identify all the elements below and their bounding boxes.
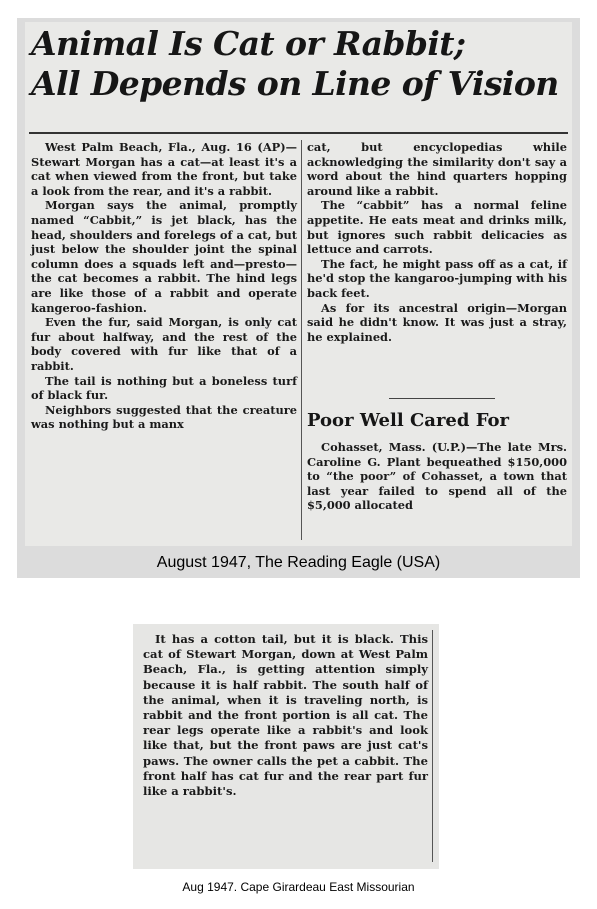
reading-eagle-clipping <box>17 18 580 578</box>
paragraph: cat, but encyclopedias while acknowledging the similarity don't say a word about the hind quarters hopping around like a rabbit. <box>307 140 567 198</box>
paragraph: The “cabbit” has a normal feline appetite. He eats meat and drinks milk, but ignores such rabbit delicacies as lettuce and carrots. <box>307 198 567 257</box>
paragraph: Cohasset, Mass. (U.P.)—The late Mrs. Caroline G. Plant bequeathed $150,000 to “the poor” of Cohasset, a town that last year failed to spend all of the $5,000 allocated <box>307 440 567 513</box>
headline-line-1: Animal Is Cat or Rabbit; <box>31 24 466 63</box>
paragraph: Morgan says the animal, promptly named “Cabbit,” is jet black, has the head, shoulders and forelegs of a cat, but just below the shoulder joint the spinal column does a squads left and—presto—the cat becomes a rabbit. The hind legs are like those of a rabbit and operate kangeroo-fashion. <box>31 198 297 315</box>
section-separator <box>389 398 495 399</box>
paragraph: Even the fur, said Morgan, is only cat fur about halfway, and the rest of the body covered with fur like that of a rabbit. <box>31 315 297 373</box>
article-column-1 <box>31 140 297 432</box>
paragraph: West Palm Beach, Fla., Aug. 16 (AP)—Stewart Morgan has a cat—at least it's a cat when viewed from the front, but take a look from the rear, and it's a rabbit. <box>31 140 297 198</box>
article-headline <box>31 24 566 104</box>
newsprint-article <box>25 22 572 546</box>
clipping-caption: Aug 1947. Cape Girardeau East Missourian <box>182 880 415 894</box>
column-divider <box>432 630 433 862</box>
secondary-article-column <box>307 440 567 513</box>
paragraph: The fact, he might pass off as a cat, if he'd stop the kangaroo-jumping with his back feet. <box>307 256 567 300</box>
paragraph: Neighbors suggested that the creature was nothing but a manx <box>31 402 297 432</box>
headline-line-2: All Depends on Line of Vision <box>31 64 559 103</box>
article-column-2 <box>307 140 567 344</box>
headline-rule <box>29 132 568 134</box>
paragraph: It has a cotton tail, but it is black. This cat of Stewart Morgan, down at West Palm Beach, Fla., is getting attention simply because it is half rabbit. The south half of the animal, when it is traveling north, is rabbit and the front portion is all cat. The rear legs operate like a rabbit's and look like that, but the front paws are just cat's paws. The owner calls the pet a cabbit. The front half has cat fur and the rear part fur like a rabbit's. <box>143 632 428 799</box>
paragraph: The tail is nothing but a boneless turf of black fur. <box>31 373 297 403</box>
clipping-caption: August 1947, The Reading Eagle (USA) <box>156 554 441 571</box>
secondary-headline: Poor Well Cared For <box>307 410 510 431</box>
paragraph: As for its ancestral origin—Morgan said he didn't know. It was just a stray, he explained. <box>307 300 567 344</box>
column-divider <box>301 140 302 540</box>
missourian-clipping <box>133 624 439 869</box>
clipping-text-column <box>143 632 428 799</box>
